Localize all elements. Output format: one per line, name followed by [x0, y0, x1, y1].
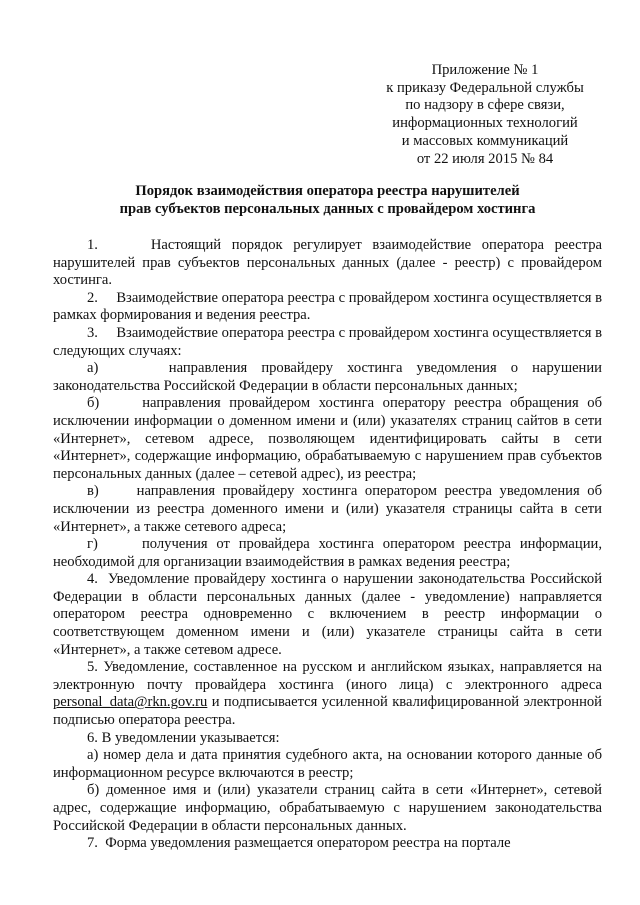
paragraph-2: 2. Взаимодействие оператора реестра с провайдером хостинга осуществляется в рамках формирования и ведения реестра. — [53, 289, 602, 324]
paragraph-6: 6. В уведомлении указывается: — [87, 729, 280, 746]
appendix-line: по надзору в сфере связи, — [405, 97, 565, 114]
paragraph-1: 1. Настоящий порядок регулирует взаимодействие оператора реестра нарушителей прав субъектов персональных данных (далее - реестр) с провайдером хостинга. — [53, 237, 602, 289]
paragraph-4: 4. Уведомление провайдеру хостинга о нарушении законодательства Российской Федерации в области персональных данных (далее - уведомление) направляется оператором реестра одновременно с включением в реестр информации о соответствующем доменном имени и (или) указателе страницы сайта в сети «Интернет», а также сетевом адресе. — [53, 571, 602, 658]
appendix-line: Приложение № 1 — [431, 62, 539, 78]
title-line-2: прав субъектов персональных данных с провайдером хостинга — [119, 200, 536, 217]
paragraph-3v: в) направления провайдеру хостинга оператором реестра уведомления об исключении из реестра доменного имени и (или) указателя страницы сайта в сети «Интернет», а также сетевого адреса; — [53, 483, 602, 535]
document-title — [53, 183, 602, 218]
paragraph-3g: г) получения от провайдера хостинга оператором реестра информации, необходимой для организации взаимодействия в рамках ведения реестра; — [53, 536, 602, 570]
paragraph-5 — [53, 659, 602, 729]
appendix-line: и массовых коммуникаций — [401, 132, 569, 149]
appendix-line: к приказу Федеральной службы — [386, 79, 584, 96]
paragraph-5-text-end: и подписывается усиленной квалифицированной электронной подписью оператора реестра. — [53, 694, 602, 729]
email-link[interactable]: personal_data@rkn.gov.ru — [53, 694, 208, 711]
paragraph-6b: б) доменное имя и (или) указатели страниц сайта в сети «Интернет», сетевой адрес, содержащие информацию, обрабатываемую с нарушением законодательства Российской Федерации в области персональных данных. — [53, 782, 602, 834]
document-body — [53, 237, 602, 853]
paragraph-5-text: 5. Уведомление, составленное на русском и английском языках, направляется на электронную почту провайдера хостинга (иного лица) с электронного адреса — [53, 659, 602, 693]
appendix-line: от 22 июля 2015 № 84 — [416, 150, 554, 167]
title-line-1: Порядок взаимодействия оператора реестра нарушителей — [135, 183, 520, 199]
paragraph-3b: б) направления провайдером хостинга оператору реестра обращения об исключении информации о доменном имени и (или) указателях страниц сайтов в сети «Интернет», сетевом адресе, позволяющем идентифицировать сайты в сети «Интернет», содержащие информацию, обрабатываемую с нарушением прав субъектов персональных данных (далее – сетевой адрес), из реестра; — [53, 395, 602, 482]
appendix-header — [340, 62, 630, 168]
paragraph-3a: а) направления провайдеру хостинга уведомления о нарушении законодательства Российской Федерации в области персональных данных; — [53, 360, 602, 394]
paragraph-7: 7. Форма уведомления размещается оператором реестра на портале — [87, 835, 511, 852]
paragraph-3: 3. Взаимодействие оператора реестра с провайдером хостинга осуществляется в следующих случаях: — [53, 324, 602, 359]
appendix-line: информационных технологий — [392, 115, 578, 132]
paragraph-6a: а) номер дела и дата принятия судебного акта, на основании которого данные об информационном ресурсе включаются в реестр; — [53, 747, 602, 781]
